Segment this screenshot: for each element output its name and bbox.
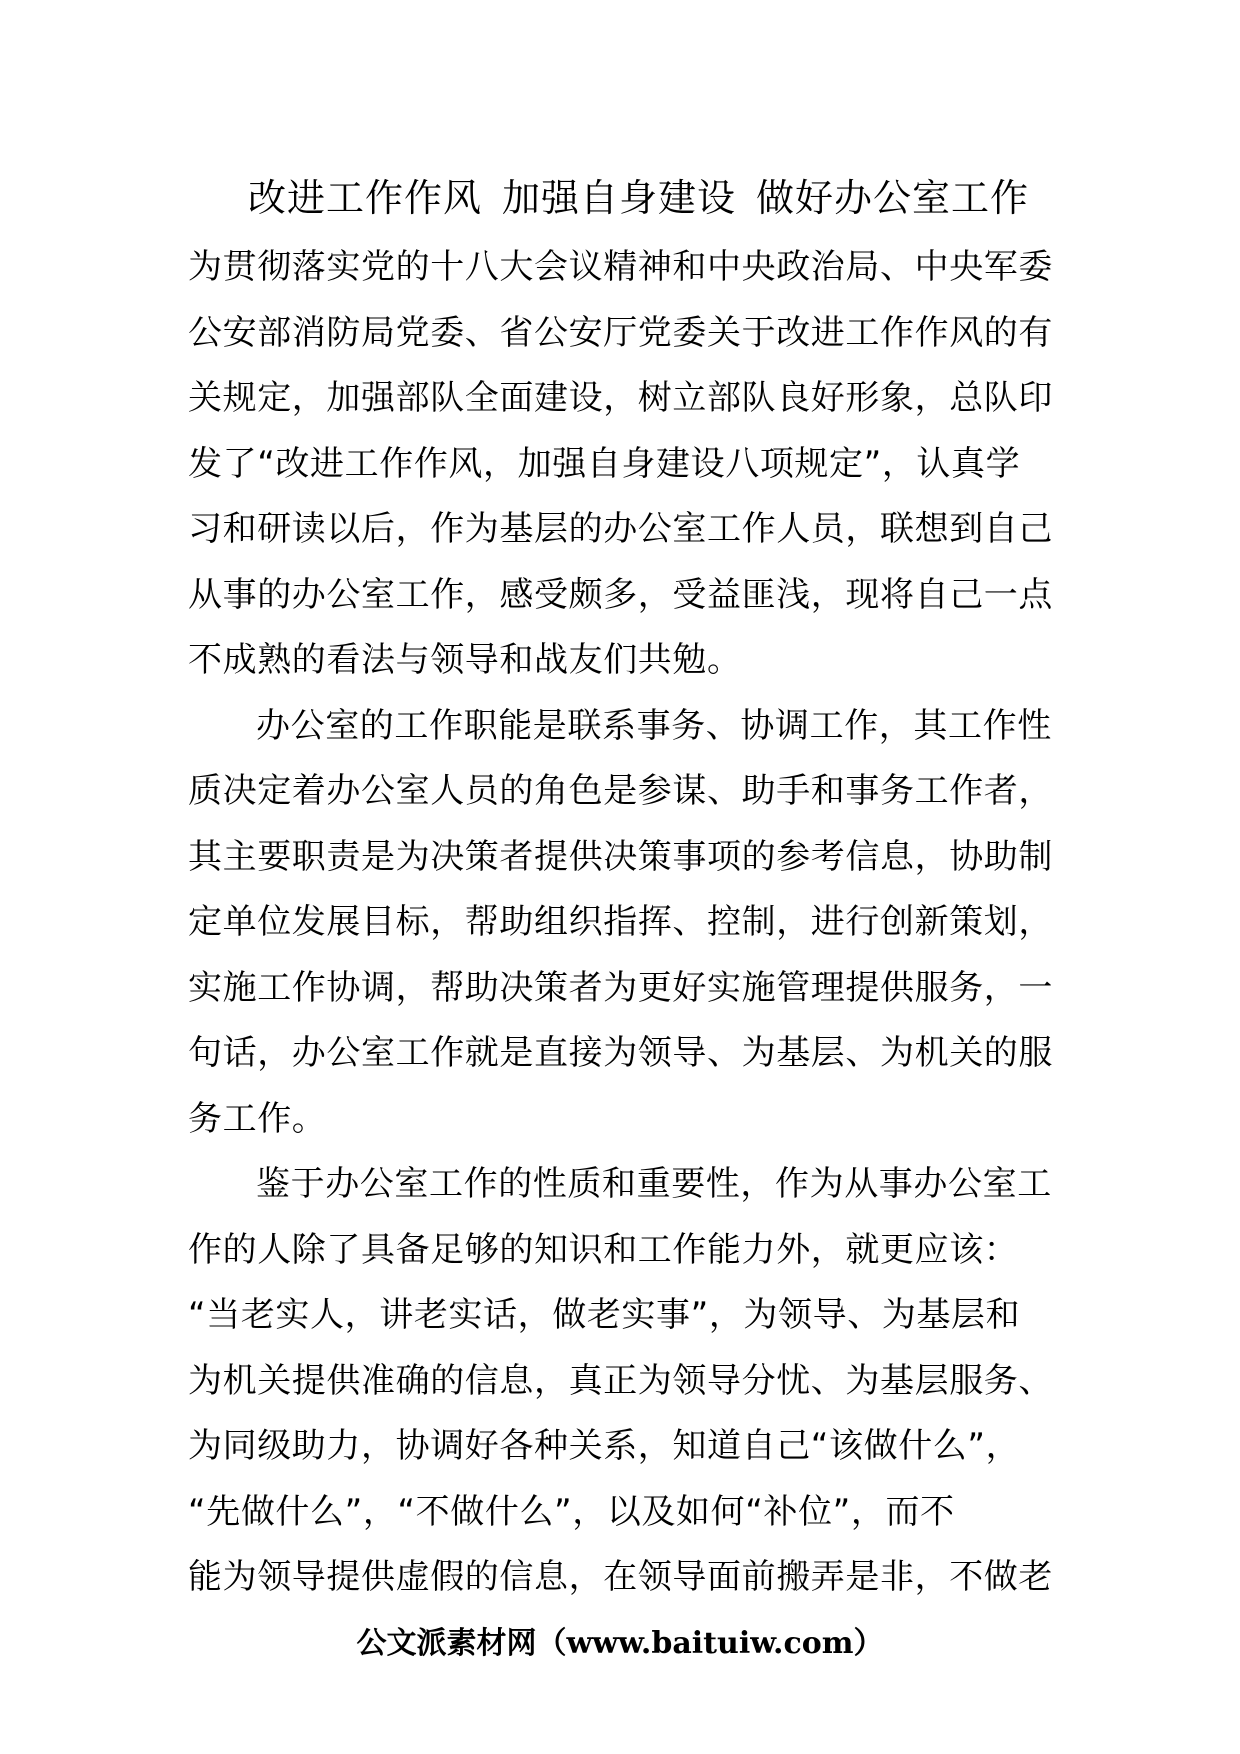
paragraph-2-line: 质决定着办公室人员的角色是参谋、助手和事务工作者，	[188, 771, 1053, 811]
paragraph-2-line: 定单位发展目标，帮助组织指挥、控制，进行创新策划，	[188, 902, 1053, 942]
paragraph-2-line: 实施工作协调，帮助决策者为更好实施管理提供服务，一	[188, 967, 1053, 1008]
title-part-1: 改进工作作风	[248, 176, 483, 220]
paragraph-2-line: 办公室的工作职能是联系事务、协调工作，其工作性	[256, 705, 1052, 746]
paragraph-3-line: “先做什么”，“不做什么”，以及如何“补位”，而不	[188, 1491, 955, 1532]
paragraph-1-line: 习和研读以后，作为基层的办公室工作人员，联想到自己	[188, 509, 1053, 549]
title-part-3: 做好办公室工作	[756, 176, 1030, 220]
title-part-2: 加强自身建设	[502, 176, 737, 220]
paragraph-3-line: 为机关提供准确的信息，真正为领导分忧、为基层服务、	[188, 1360, 1053, 1401]
paragraph-2-line: 其主要职责是为决策者提供决策事项的参考信息，协助制	[188, 836, 1053, 877]
paragraph-1-line: 为贯彻落实党的十八大会议精神和中央政治局、中央军委	[188, 247, 1053, 287]
paragraph-1-line: 不成熟的看法与领导和战友们共勉。	[188, 640, 742, 680]
paragraph-3-line: 能为领导提供虚假的信息，在领导面前搬弄是非，不做老	[188, 1557, 1053, 1597]
footer-watermark: 公文派素材网（www.baituiw.com）	[356, 1626, 884, 1661]
document-title	[248, 170, 1068, 226]
paragraph-1-line: 发了“改进工作作风，加强自身建设八项规定”，认真学	[188, 443, 1021, 484]
paragraph-3-line: 鉴于办公室工作的性质和重要性，作为从事办公室工	[256, 1164, 1052, 1204]
paragraph-3-line: “当老实人，讲老实话，做老实事”，为领导、为基层和	[188, 1295, 1021, 1335]
document-body	[188, 235, 1068, 1611]
paragraph-3-line: 为同级助力，协调好各种关系，知道自己“该做什么”，	[188, 1426, 1021, 1466]
paragraph-2-line: 句话，办公室工作就是直接为领导、为基层、为机关的服	[188, 1033, 1053, 1073]
paragraph-1-line: 公安部消防局党委、省公安厅党委关于改进工作作风的有	[188, 312, 1053, 353]
paragraph-2-line: 务工作。	[188, 1098, 327, 1139]
paragraph-1-line: 关规定，加强部队全面建设，树立部队良好形象，总队印	[188, 378, 1053, 418]
paragraph-1-line: 从事的办公室工作，感受颇多，受益匪浅，现将自己一点	[188, 574, 1053, 615]
paragraph-3-line: 作的人除了具备足够的知识和工作能力外，就更应该：	[188, 1229, 1019, 1270]
